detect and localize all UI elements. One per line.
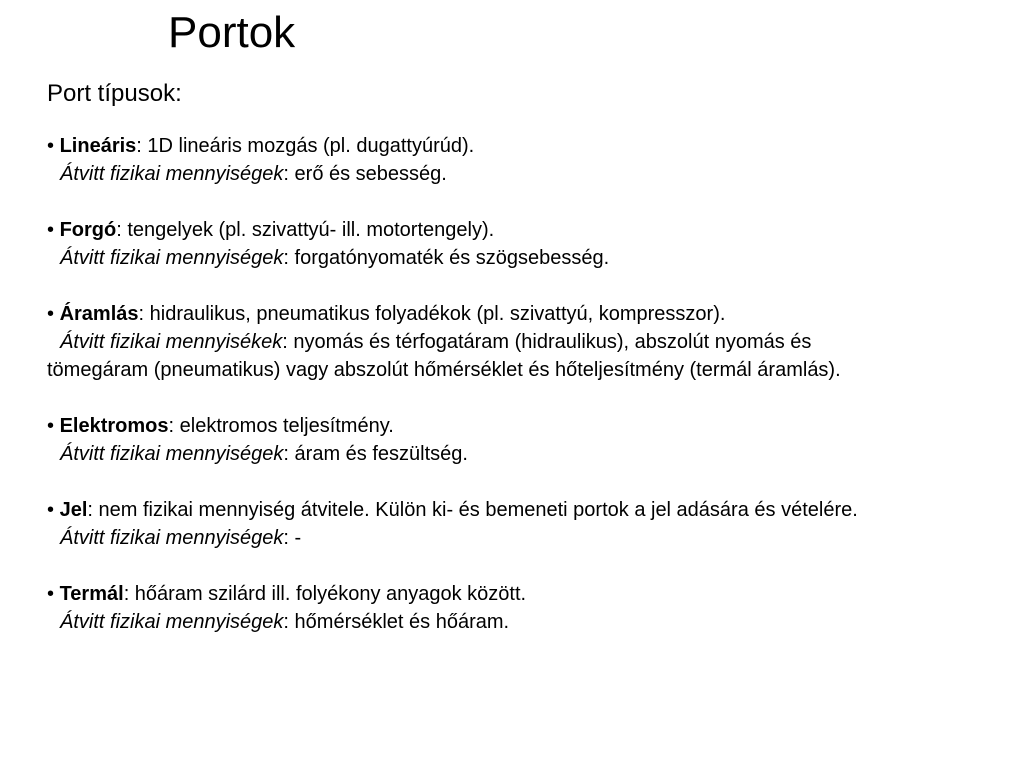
port-item-line xyxy=(47,412,1007,440)
quantities-label: Átvitt fizikai mennyiségek xyxy=(60,163,284,185)
port-item-line xyxy=(47,580,1007,608)
port-term: Elektromos xyxy=(59,415,169,437)
bullet-icon: • xyxy=(47,415,55,437)
port-description: : elektromos teljesítmény. xyxy=(168,415,394,437)
quantities-label: Átvitt fizikai mennyiségek xyxy=(60,611,284,633)
bullet-icon: • xyxy=(47,583,55,605)
quantities-text: : - xyxy=(283,527,302,549)
quantities-label: Átvitt fizikai mennyiségek xyxy=(60,527,284,549)
slide-title: Portok xyxy=(168,8,296,57)
port-term: Forgó xyxy=(59,219,117,241)
port-item-signal xyxy=(47,496,1007,552)
quantities-text: : áram és feszültség. xyxy=(283,443,468,465)
port-type-list xyxy=(47,132,1007,664)
bullet-icon: • xyxy=(47,219,55,241)
port-item-line xyxy=(47,496,1007,524)
quantities-text: : erő és sebesség. xyxy=(283,163,447,185)
port-item-flow xyxy=(47,300,1007,384)
port-description: : 1D lineáris mozgás (pl. dugattyúrúd). xyxy=(136,135,475,157)
port-term: Lineáris xyxy=(59,135,137,157)
port-item-electrical xyxy=(47,412,1007,468)
bullet-icon: • xyxy=(47,135,55,157)
port-description: : hőáram szilárd ill. folyékony anyagok között. xyxy=(123,583,527,605)
bullet-icon: • xyxy=(47,303,55,325)
quantities-text: : nyomás és térfogatáram (hidraulikus), abszolút nyomás és xyxy=(282,331,812,353)
port-item-thermal xyxy=(47,580,1007,636)
port-quantities-line xyxy=(47,440,1007,468)
port-description: : hidraulikus, pneumatikus folyadékok (pl. szivattyú, kompresszor). xyxy=(138,303,726,325)
quantities-label: Átvitt fizikai mennyisékek xyxy=(60,331,283,353)
port-description: : tengelyek (pl. szivattyú- ill. motortengely). xyxy=(116,219,495,241)
quantities-text: : forgatónyomaték és szögsebesség. xyxy=(283,247,610,269)
port-item-rotational xyxy=(47,216,1007,272)
port-quantities-continuation: tömegáram (pneumatikus) vagy abszolút hőmérséklet és hőteljesítmény (termál áramlás). xyxy=(47,359,841,381)
port-item-line xyxy=(47,216,1007,244)
port-quantities-line xyxy=(47,244,1007,272)
quantities-label: Átvitt fizikai mennyiségek xyxy=(60,443,284,465)
port-item-line xyxy=(47,300,1007,328)
port-quantities-line xyxy=(47,160,1007,188)
quantities-label: Átvitt fizikai mennyiségek xyxy=(60,247,284,269)
port-description: : nem fizikai mennyiség átvitele. Külön ki- és bemeneti portok a jel adására és vételére. xyxy=(87,499,858,521)
quantities-text: : hőmérséklet és hőáram. xyxy=(283,611,510,633)
port-quantities-line xyxy=(47,328,1007,356)
port-item-line xyxy=(47,132,1007,160)
port-term: Áramlás xyxy=(59,303,139,325)
port-quantities-line xyxy=(47,608,1007,636)
port-item-linear xyxy=(47,132,1007,188)
port-term: Termál xyxy=(59,583,124,605)
port-quantities-line xyxy=(47,524,1007,552)
subtitle-port-types: Port típusok: xyxy=(47,80,182,107)
bullet-icon: • xyxy=(47,499,55,521)
port-term: Jel xyxy=(59,499,88,521)
